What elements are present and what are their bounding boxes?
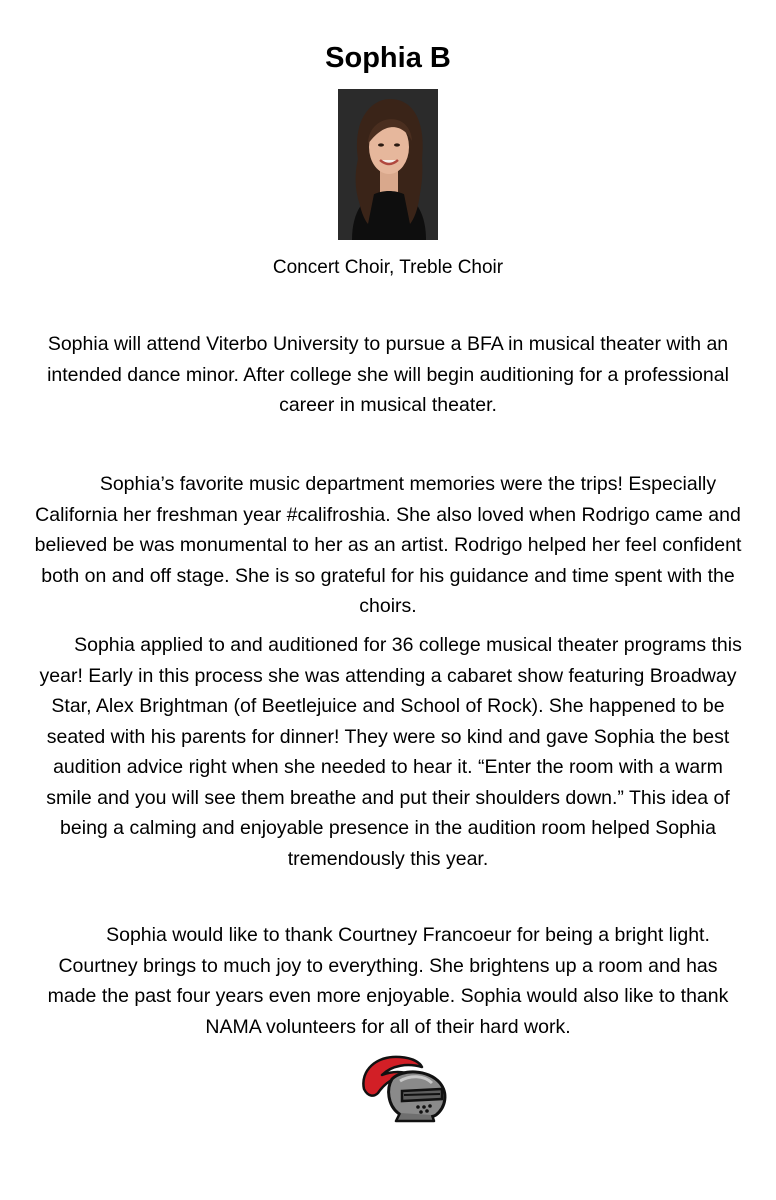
paragraph-thanks-text: Sophia would like to thank Courtney Francoeur for being a bright light. Courtney brings to much joy to everything. She brightens up a room and has made the past four years even more enjoyable. Sophia would also like to thank NAMA volunteers for all of their hard work. <box>47 924 729 1038</box>
knight-helmet-icon <box>356 1049 452 1123</box>
portrait-photo <box>338 89 438 240</box>
paragraph-thanks <box>34 920 742 1042</box>
paragraph-memories <box>34 469 742 622</box>
paragraph-auditions-text: Sophia applied to and auditioned for 36 college musical theater programs this year! Early in this process she was attending a cabaret show featuring Broadway Star, Alex Brightman (of Beetlejuice and School of Rock). She happened to be seated with his parents for dinner! They were so kind and gave Sophia the best audition advice right when she needed to hear it. “Enter the room with a warm smile and you will see them breathe and put their shoulders down.” This idea of being a calming and enjoyable presence in the audition room helped Sophia tremendously this year. <box>39 634 742 870</box>
knight-helmet-logo <box>356 1049 452 1123</box>
choir-groups: Concert Choir, Treble Choir <box>272 257 504 278</box>
paragraph-auditions <box>34 630 742 874</box>
portrait-icon <box>338 89 438 240</box>
paragraph-memories-text: Sophia’s favorite music department memories were the trips! Especially California her freshman year #califroshia. She also loved when Rodrigo came and believed be was monumental to her as an artist. Rodrigo helped her feel confident both on and off stage. She is so grateful for his guidance and time spent with the choirs. <box>34 473 742 617</box>
student-name: Sophia B <box>325 42 451 74</box>
paragraph-plans: Sophia will attend Viterbo University to pursue a BFA in musical theater with an intended dance minor. After college she will begin auditioning for a professional career in musical theater. <box>47 333 729 416</box>
